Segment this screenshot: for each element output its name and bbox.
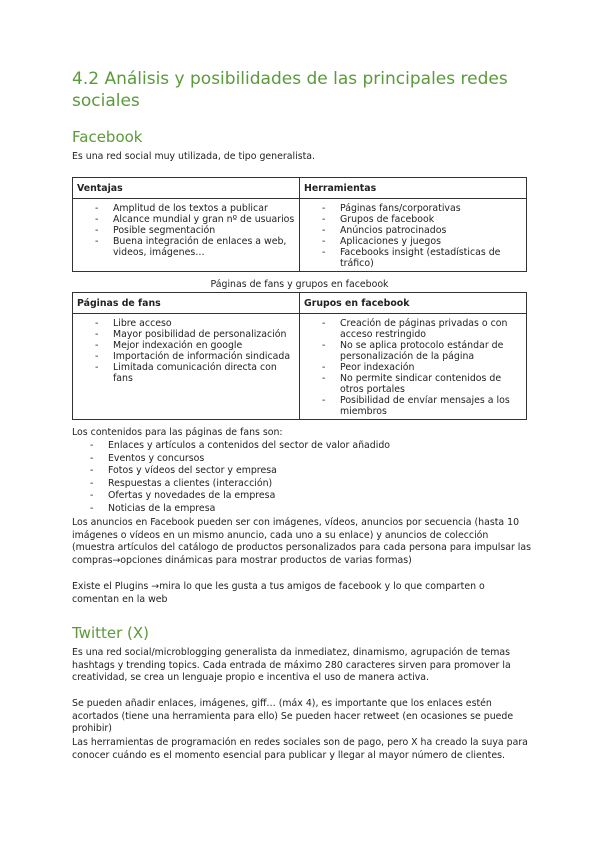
list-item: - Eventos y concursos — [72, 453, 527, 466]
list-item: - Posible segmentación — [77, 225, 295, 236]
list-item: - Respuestas a clientes (interacción) — [72, 478, 527, 491]
section-title: 4.2 Análisis y posibilidades de las principales redes sociales — [72, 69, 508, 111]
list-item: - Facebooks insight (estadísticas de tráfico) — [304, 247, 522, 269]
list-item: - Mejor indexación en google — [77, 340, 295, 351]
list-item: - Mayor posibilidad de personalización — [77, 329, 295, 340]
list-item: - Buena integración de enlaces a web, videos, imágenes… — [77, 236, 295, 258]
list-item: - No permite sindicar contenidos de otros portales — [304, 373, 522, 395]
table2-header-groups: Grupos en facebook — [300, 293, 527, 314]
facebook-fanpages-groups-table — [72, 292, 527, 420]
list-item: - Aplicaciones y juegos — [304, 236, 522, 247]
list-item: - Grupos de facebook — [304, 214, 522, 225]
ads-paragraph: Los anuncios en Facebook pueden ser con imágenes, vídeos, anuncios por secuencia (hasta 10 imágenes o vídeos en un mismo anuncio, cada uno a su enlace) y anuncios de colección (muestra artículos del catálogo de productos personalizados para cada persona para impulsar las compras→opciones dinámicas para mostrar productos de varias formas) — [72, 517, 532, 566]
list-item: - Anúncios patrocinados — [304, 225, 522, 236]
twitter-paragraph-2: Se pueden añadir enlaces, imágenes, giff… (máx 4), es importante que los enlaces estén acortados (tiene una herramienta para ello) Se pueden hacer retweet (en ocasiones se puede prohibir) — [72, 698, 514, 735]
list-item: - Creación de páginas privadas o con acceso restringido — [304, 318, 522, 340]
list-item: - Noticias de la empresa — [72, 503, 527, 516]
table1-header-advantages: Ventajas — [73, 178, 300, 199]
list-item: - Limitada comunicación directa con fans — [77, 362, 295, 384]
list-item: - Ofertas y novedades de la empresa — [72, 490, 527, 503]
facebook-advantages-tools-table — [72, 177, 527, 272]
list-item: - Importación de información sindicada — [77, 351, 295, 362]
twitter-paragraph-1: Es una red social/microblogging generalista da inmediatez, dinamismo, agrupación de temas hashtags y trending topics. Cada entrada de máximo 280 caracteres sirven para promover la creatividad, se crea un lenguaje propio e incentiva el uso de manera activa. — [72, 647, 511, 684]
twitter-paragraph-3: Las herramientas de programación en redes sociales son de pago, pero X ha creado la suya para conocer cuándo es el momento esencial para publicar y llegar al mayor número de clientes. — [72, 737, 528, 761]
twitter-heading: Twitter (X) — [72, 624, 150, 642]
list-item: - Fotos y vídeos del sector y empresa — [72, 465, 527, 478]
contents-intro: Los contenidos para las páginas de fans son: — [72, 427, 283, 438]
list-item: - Posibilidad de envíar mensajes a los miembros — [304, 395, 522, 417]
list-item: - Alcance mundial y gran nº de usuarios — [77, 214, 295, 225]
table2-caption: Páginas de fans y grupos en facebook — [210, 279, 389, 290]
list-item: - Peor indexación — [304, 362, 522, 373]
fanpage-contents-list — [72, 440, 527, 516]
facebook-heading: Facebook — [72, 128, 143, 146]
table1-header-tools: Herramientas — [300, 178, 527, 199]
list-item: - No se aplica protocolo estándar de personalización de la página — [304, 340, 522, 362]
list-item: - Libre acceso — [77, 318, 295, 329]
facebook-intro: Es una red social muy utilizada, de tipo generalista. — [72, 151, 315, 162]
plugins-paragraph: Existe el Plugins →mira lo que les gusta a tus amigos de facebook y lo que comparten o comentan en la web — [72, 581, 485, 605]
table2-header-fanpages: Páginas de fans — [73, 293, 300, 314]
list-item: - Amplitud de los textos a publicar — [77, 203, 295, 214]
list-item: - Páginas fans/corporativas — [304, 203, 522, 214]
list-item: - Enlaces y artículos a contenidos del sector de valor añadido — [72, 440, 527, 453]
